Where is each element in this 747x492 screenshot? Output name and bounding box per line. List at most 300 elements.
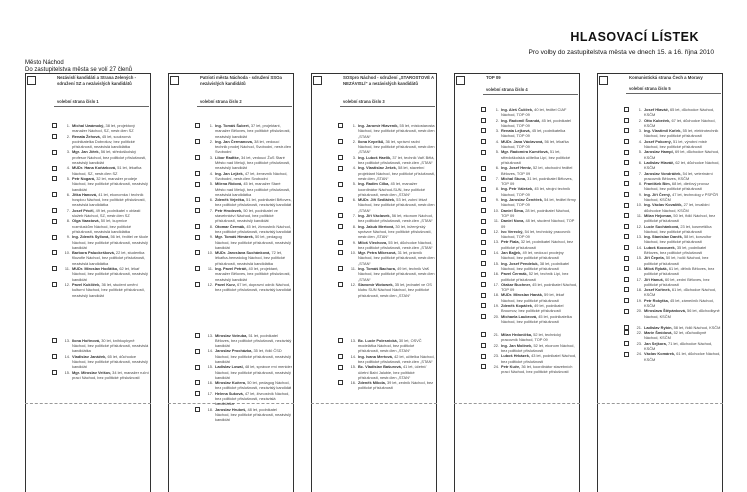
candidate-name: Jiří Hanuš, bbox=[644, 276, 664, 282]
candidate-checkbox[interactable] bbox=[52, 176, 57, 181]
candidate-name: Ing. Jan Molínek, bbox=[501, 342, 533, 348]
candidate-checkbox[interactable] bbox=[52, 354, 57, 359]
candidate-text bbox=[644, 202, 721, 213]
candidate-item bbox=[624, 245, 721, 256]
candidate-description: 45 let, strojní technik Náchod, TOP 09 bbox=[501, 186, 571, 197]
candidate-item bbox=[481, 239, 578, 250]
candidate-name: Daniel Nova, bbox=[501, 218, 525, 224]
candidate-text bbox=[72, 354, 149, 370]
candidate-name: Ing. Zdeněk Syllová, bbox=[72, 234, 110, 240]
candidate-checkbox[interactable] bbox=[195, 365, 200, 370]
candidate-checkbox[interactable] bbox=[195, 155, 200, 160]
candidate-item bbox=[624, 128, 721, 139]
candidate-description: 51 let, výrobní mistr Náchod, bez politické příslušnosti bbox=[644, 138, 707, 150]
candidate-name: Petr Kuče, bbox=[501, 363, 521, 369]
candidate-item bbox=[624, 330, 721, 341]
candidate-item bbox=[624, 181, 721, 192]
party-header-rule bbox=[483, 94, 578, 95]
candidate-number: 5. bbox=[495, 149, 499, 155]
candidate-item bbox=[195, 333, 292, 349]
candidate-description: 43 let, podnikatel Náchod, bez politické příslušnosti bbox=[501, 353, 577, 364]
candidate-checkbox[interactable] bbox=[338, 166, 343, 171]
candidate-number: 7. bbox=[352, 213, 356, 219]
candidate-number: 5. bbox=[638, 149, 642, 155]
candidate-item bbox=[624, 341, 721, 352]
candidate-item bbox=[624, 107, 721, 118]
candidate-checkbox[interactable] bbox=[195, 250, 200, 255]
candidate-number: 3. bbox=[352, 154, 356, 160]
candidate-name: Mgr. Jan Jíěek, bbox=[72, 149, 100, 155]
candidate-checkbox[interactable] bbox=[338, 139, 343, 144]
candidate-checkbox[interactable] bbox=[481, 197, 486, 202]
candidate-checkbox[interactable] bbox=[338, 250, 343, 255]
candidate-description: 55 let, důchodce Náchod, bez politické příslušnosti, nestr.ćlen „STAN“ bbox=[358, 239, 433, 250]
candidate-checkbox[interactable] bbox=[481, 128, 486, 133]
candidate-text bbox=[358, 213, 435, 224]
candidate-checkbox[interactable] bbox=[481, 272, 486, 277]
candidate-checkbox[interactable] bbox=[481, 354, 486, 359]
party-checkbox[interactable] bbox=[599, 76, 608, 85]
candidate-description: 30 let, knihkupkyně Náchod, bez politické příslušnosti, nezávislá kandidátka bbox=[72, 337, 149, 354]
candidate-number: 13. bbox=[350, 337, 356, 343]
candidate-checkbox[interactable] bbox=[624, 213, 629, 218]
candidate-checkbox[interactable] bbox=[195, 123, 200, 128]
candidate-number: 18. bbox=[207, 406, 213, 412]
candidate-checkbox[interactable] bbox=[52, 250, 57, 255]
candidate-checkbox[interactable] bbox=[338, 123, 343, 128]
candidate-description: 34 let, vedoucí ŽuS Staré Město nad Metují, bez politické příslušnosti, nezávislý kandidát bbox=[215, 154, 291, 171]
candidate-checkbox[interactable] bbox=[338, 155, 343, 160]
candidate-name: Ing. Jiří Černý, bbox=[644, 191, 672, 197]
candidate-item bbox=[195, 250, 292, 266]
candidate-item bbox=[195, 181, 292, 197]
candidate-description: 31 let, právník Náchod, bez politické příslušnosti, nestr.ćlen „STAN“ bbox=[358, 250, 435, 266]
issuer-seats-note: Do zastupitelstva města se volí 27 členů bbox=[25, 67, 133, 73]
candidate-number: 1. bbox=[495, 107, 499, 112]
candidate-text bbox=[501, 176, 578, 187]
candidate-checkbox[interactable] bbox=[481, 118, 486, 123]
candidate-checkbox[interactable] bbox=[624, 234, 629, 239]
candidate-text bbox=[501, 107, 578, 118]
party-column bbox=[25, 73, 151, 492]
candidate-number: 17. bbox=[493, 281, 499, 287]
candidate-name: Ing. Petr Válešek, bbox=[501, 186, 534, 192]
candidate-description: 38 let, projektový manažer Náchod, SZ, nestr.ćlen SZ bbox=[72, 123, 135, 134]
candidate-checkbox[interactable] bbox=[481, 240, 486, 245]
candidate-checkbox[interactable] bbox=[481, 343, 486, 348]
candidate-name: Miroslav Votruba, bbox=[215, 332, 248, 338]
candidate-description: 45 let, živnostník Náchod, bez politické příslušnosti, nezávislý kandidát bbox=[215, 223, 292, 234]
candidate-description: 42 let, učitelka Náchod, bez politické příslušnosti, nestr.ćlen „STAN“ bbox=[358, 353, 435, 364]
candidate-item bbox=[338, 250, 435, 266]
candidate-checkbox[interactable] bbox=[481, 332, 486, 337]
candidate-checkbox[interactable] bbox=[338, 282, 343, 287]
candidate-item bbox=[481, 364, 578, 375]
candidate-name: Jan Sejkora, bbox=[644, 340, 667, 346]
candidate-number: 20. bbox=[636, 308, 642, 314]
candidate-description: 35 let, podnikatel Běloves, bez politické příslušnosti bbox=[644, 244, 707, 256]
candidate-checkbox[interactable] bbox=[624, 139, 629, 144]
candidate-name: MUDr. Jaroslava Suchánková, bbox=[215, 250, 271, 256]
candidate-checkbox[interactable] bbox=[195, 266, 200, 271]
candidate-checkbox[interactable] bbox=[481, 139, 486, 144]
candidate-text bbox=[215, 391, 292, 407]
candidate-description: 67 let, dopravní odník Náchod, bez politické příslušnosti, nezávislý kandidát bbox=[215, 281, 292, 293]
candidate-number: 11. bbox=[636, 212, 642, 218]
candidate-description: 71 let, důchodce Náchod, KSČM bbox=[644, 340, 713, 352]
candidate-description: 62 let, lékař Náchod, bez politické příslušnosti, nezávislý kandidát bbox=[72, 266, 148, 282]
candidate-checkbox[interactable] bbox=[338, 266, 343, 271]
candidate-item bbox=[481, 292, 578, 303]
candidate-name: Ing. Ivana Mertová, bbox=[358, 353, 394, 359]
candidate-checkbox[interactable] bbox=[481, 303, 486, 308]
candidate-checkbox[interactable] bbox=[624, 150, 629, 155]
candidate-checkbox[interactable] bbox=[52, 235, 57, 240]
candidate-checkbox[interactable] bbox=[624, 107, 629, 112]
candidate-checkbox[interactable] bbox=[195, 171, 200, 176]
candidate-checkbox[interactable] bbox=[481, 176, 486, 181]
candidate-number: 1. bbox=[209, 123, 213, 128]
candidate-checkbox[interactable] bbox=[195, 407, 200, 412]
candidate-name: Ing. Václav Kovalčík, bbox=[644, 202, 683, 208]
candidate-name: Pavel Kuklíček, bbox=[72, 281, 101, 287]
candidate-description: 32 let, podnikatel Náchod, bez politické příslušnosti bbox=[501, 239, 574, 250]
candidate-name: Renata Žehová, bbox=[72, 133, 101, 139]
candidate-checkbox[interactable] bbox=[624, 256, 629, 261]
candidate-description: 61 let, důchodce Náchod, KSČM bbox=[644, 287, 717, 298]
candidate-checkbox[interactable] bbox=[624, 224, 629, 229]
candidate-description: 38 let, vedoucí technik prodej Náchod, Svobodní, nestr.ćlen Svobodní bbox=[215, 138, 292, 155]
candidate-checkbox[interactable] bbox=[624, 128, 629, 133]
candidate-description: 45 let, manažer Staré Město nad Metují, bez politické příslušnosti, nezávislá kandidátka bbox=[215, 181, 291, 197]
candidate-checkbox[interactable] bbox=[624, 341, 629, 346]
candidate-number: 17. bbox=[207, 390, 213, 396]
party-checkbox[interactable] bbox=[313, 76, 322, 85]
candidate-text bbox=[501, 128, 578, 139]
candidate-text bbox=[501, 353, 578, 364]
candidate-checkbox[interactable] bbox=[624, 325, 629, 330]
candidate-name: Ing. Jakub Mertová, bbox=[358, 223, 395, 229]
candidate-description: 50 let, kuprnice rozmluskům Náchod, bez politické příslušnosti, nezávislá kandidátka bbox=[72, 218, 132, 234]
candidate-description: 47 let, ženeznik Náchod, Svobodní, nestr.ćlen Svobodní bbox=[215, 170, 288, 181]
candidate-description: 38 let, podnikatel Náchod, bez politické příslušnosti bbox=[501, 260, 570, 271]
candidate-checkbox[interactable] bbox=[624, 203, 629, 208]
candidate-checkbox[interactable] bbox=[52, 166, 57, 171]
candidate-item bbox=[338, 364, 435, 380]
candidate-text bbox=[72, 370, 149, 381]
candidate-name: Vladislav Janáček, bbox=[72, 353, 107, 359]
candidate-item bbox=[481, 176, 578, 187]
ballot-title: HLASOVACÍ LÍSTEK bbox=[570, 30, 699, 44]
candidate-checkbox[interactable] bbox=[195, 380, 200, 385]
candidate-checkbox[interactable] bbox=[52, 338, 57, 343]
candidate-number: 12. bbox=[493, 228, 499, 234]
candidate-checkbox[interactable] bbox=[624, 266, 629, 271]
candidate-name: Miroslav Kučera, bbox=[215, 380, 247, 386]
candidate-checkbox[interactable] bbox=[195, 139, 200, 144]
candidate-text bbox=[501, 229, 578, 240]
candidate-description: 50 let, podnikatel ve stavebnictví Náchod, bez politické příslušnosti, nezávislý kandidát bbox=[215, 207, 278, 224]
candidate-item bbox=[624, 192, 721, 203]
candidate-number: 12. bbox=[636, 223, 642, 229]
candidate-name: Marie Šmídová, bbox=[644, 330, 673, 336]
party-column bbox=[311, 73, 437, 492]
candidate-checkbox[interactable] bbox=[338, 240, 343, 245]
candidate-name: Lucie Suchánková, bbox=[644, 223, 680, 229]
candidate-item bbox=[624, 213, 721, 224]
candidate-name: Václav Komárek, bbox=[644, 351, 676, 357]
candidate-item bbox=[481, 314, 578, 325]
party-checkbox[interactable] bbox=[456, 76, 465, 85]
candidate-description: 27 let, invalidní důchodce Náchod, KSČM bbox=[644, 202, 710, 213]
candidate-description: 50 let, řidič Náchod, bez politické příslušnosti bbox=[644, 212, 716, 224]
candidate-number: 2. bbox=[352, 138, 356, 144]
candidate-checkbox[interactable] bbox=[52, 134, 57, 139]
candidate-description: 68 let, dieťový provoz Náchod, bez politické příslušnosti bbox=[644, 181, 710, 192]
candidate-number: 11. bbox=[493, 218, 499, 224]
candidate-text bbox=[644, 213, 721, 224]
candidate-checkbox[interactable] bbox=[481, 229, 486, 234]
candidate-number: 9. bbox=[352, 239, 356, 245]
candidate-text bbox=[358, 354, 435, 365]
candidate-checkbox[interactable] bbox=[481, 107, 486, 112]
candidate-number: 6. bbox=[66, 191, 70, 197]
candidate-number: 14. bbox=[493, 250, 499, 256]
party-number: volební strana číslo 1 bbox=[57, 99, 99, 104]
candidate-checkbox[interactable] bbox=[624, 181, 629, 186]
candidate-item bbox=[195, 364, 292, 380]
candidate-checkbox[interactable] bbox=[624, 245, 629, 250]
candidate-description: 54 let, veterinární pracovník Běloves, KSČM bbox=[644, 170, 713, 181]
candidate-text bbox=[501, 239, 578, 250]
candidate-name: Pavel Čermák, bbox=[501, 271, 528, 277]
candidate-text bbox=[501, 149, 578, 165]
candidate-description: 60 let, zední Běloves, bez politické příslušnosti bbox=[644, 276, 710, 287]
candidate-checkbox[interactable] bbox=[481, 187, 486, 192]
candidate-number: 24. bbox=[636, 351, 642, 357]
candidate-item bbox=[52, 250, 149, 266]
candidate-text bbox=[644, 287, 721, 298]
candidate-text bbox=[644, 139, 721, 150]
candidate-checkbox[interactable] bbox=[52, 219, 57, 224]
candidate-text bbox=[644, 351, 721, 362]
candidate-number: 1. bbox=[66, 123, 70, 128]
candidate-name: Luboš Kocourek, bbox=[644, 244, 676, 250]
candidate-checkbox[interactable] bbox=[52, 370, 57, 375]
candidate-checkbox[interactable] bbox=[52, 150, 57, 155]
candidate-checkbox[interactable] bbox=[195, 333, 200, 338]
candidate-name: Daniel Šíma, bbox=[501, 207, 525, 213]
candidate-description: 54 let, ředitel firmy Náchod, TOP 09 bbox=[501, 197, 576, 208]
candidate-description: 41 let, ekonomka / technik hospiou Náchod, bez politické příslušnosti, nezávislá kandidátka bbox=[72, 191, 146, 208]
candidate-list bbox=[195, 123, 292, 492]
party-columns bbox=[25, 73, 725, 492]
candidate-number: 5. bbox=[209, 181, 213, 187]
candidate-checkbox[interactable] bbox=[624, 192, 629, 197]
candidate-item bbox=[481, 271, 578, 282]
candidate-name: Ladislav Lowal, bbox=[215, 364, 244, 370]
candidate-checkbox[interactable] bbox=[195, 182, 200, 187]
party-name: Nezávislí kandidáti a Strana Zelených - sdružení SZ a nezávislých kandidátů bbox=[57, 75, 137, 87]
candidate-checkbox[interactable] bbox=[624, 309, 629, 314]
candidate-checkbox[interactable] bbox=[481, 282, 486, 287]
candidate-number: 11. bbox=[64, 266, 70, 272]
candidate-name: Ing. Jan Lejžek, bbox=[215, 170, 244, 176]
candidate-number: 19. bbox=[636, 297, 642, 303]
candidate-checkbox[interactable] bbox=[338, 365, 343, 370]
candidate-checkbox[interactable] bbox=[338, 213, 343, 218]
candidate-checkbox[interactable] bbox=[195, 235, 200, 240]
candidate-checkbox[interactable] bbox=[338, 224, 343, 229]
candidate-text bbox=[215, 123, 292, 139]
candidate-number: 4. bbox=[209, 170, 213, 176]
candidate-item bbox=[195, 380, 292, 391]
candidate-name: Josef Hlaváč, bbox=[644, 107, 669, 112]
candidate-item bbox=[338, 139, 435, 155]
party-checkbox[interactable] bbox=[170, 76, 179, 85]
candidate-checkbox[interactable] bbox=[624, 118, 629, 123]
candidate-checkbox[interactable] bbox=[481, 208, 486, 213]
candidate-text bbox=[215, 155, 292, 171]
candidate-item bbox=[195, 139, 292, 155]
candidate-checkbox[interactable] bbox=[52, 192, 57, 197]
candidate-text bbox=[72, 134, 149, 150]
candidate-checkbox[interactable] bbox=[481, 250, 486, 255]
candidate-item bbox=[624, 202, 721, 213]
candidate-checkbox[interactable] bbox=[52, 208, 57, 213]
candidate-item bbox=[624, 160, 721, 171]
party-column bbox=[454, 73, 580, 492]
candidate-checkbox[interactable] bbox=[624, 160, 629, 165]
candidate-checkbox[interactable] bbox=[338, 354, 343, 359]
candidate-description: 56 let, středoškolský profesor Náchod, bez politické příslušnosti, nezávislý kandidát bbox=[72, 149, 147, 166]
candidate-item bbox=[624, 224, 721, 235]
candidate-checkbox[interactable] bbox=[624, 171, 629, 176]
candidate-text bbox=[644, 118, 721, 129]
candidate-name: Zdeněk Veječka, bbox=[215, 197, 246, 203]
candidate-description: 30 let, inženýrský správce Náchod, bez politické příslušnosti, nestr.ćlen „STAN“ bbox=[358, 223, 432, 240]
candidate-checkbox[interactable] bbox=[624, 298, 629, 303]
candidate-checkbox[interactable] bbox=[195, 349, 200, 354]
candidate-checkbox[interactable] bbox=[624, 277, 629, 282]
candidate-description: 69 let, důchodce Náchod, KSČM bbox=[644, 149, 720, 160]
candidate-name: Libor Radtke, bbox=[215, 154, 240, 160]
candidate-checkbox[interactable] bbox=[481, 150, 486, 155]
candidate-name: Jiří Čepela, bbox=[644, 255, 665, 261]
candidate-checkbox[interactable] bbox=[481, 261, 486, 266]
candidate-checkbox[interactable] bbox=[195, 224, 200, 229]
candidate-checkbox[interactable] bbox=[338, 338, 343, 343]
candidate-number: 22. bbox=[636, 330, 642, 336]
candidate-name: Ing. Vlastimil Koťek, bbox=[644, 128, 682, 134]
candidate-checkbox[interactable] bbox=[481, 219, 486, 224]
party-name: SOSpro Náchod - sdružení „STAROSTOVÉ A NEZÁVISLÍ“ a nezávislých kandidátů bbox=[343, 75, 434, 87]
candidate-number: 8. bbox=[638, 181, 642, 187]
candidate-description: 50 let, pedagog Náchod, bez politické příslušnosti, nezávislý kandidát bbox=[215, 234, 291, 250]
candidate-number: 3. bbox=[66, 149, 70, 155]
candidate-text bbox=[215, 234, 292, 250]
candidate-text bbox=[72, 165, 149, 176]
candidate-number: 2. bbox=[495, 117, 499, 123]
candidate-description: 23 let, kosmetička Náchod, bez politické příslušnosti bbox=[644, 223, 712, 234]
candidate-name: Otomar Čermák, bbox=[215, 223, 246, 229]
candidate-checkbox[interactable] bbox=[624, 352, 629, 357]
candidate-text bbox=[644, 308, 721, 319]
candidate-description: 51 let, podnikatel Běloves, bez politické příslušnosti, nezávislý kandidát bbox=[215, 332, 292, 349]
party-header-rule bbox=[54, 106, 149, 107]
candidate-description: 67 let, důchodce Náchod, KSČM bbox=[644, 117, 716, 128]
candidate-name: Zdeněk Mikola, bbox=[358, 380, 386, 386]
candidate-item bbox=[624, 255, 721, 266]
candidate-name: Jaroslav Hrubeš, bbox=[215, 406, 247, 412]
candidate-checkbox[interactable] bbox=[624, 287, 629, 292]
candidate-description: 52 let, technik Lipí, bez politické příslušnosti bbox=[501, 271, 569, 282]
candidate-checkbox[interactable] bbox=[338, 380, 343, 385]
candidate-checkbox[interactable] bbox=[624, 330, 629, 335]
candidate-text bbox=[215, 282, 292, 293]
candidate-description: 58 let, řidič Náchod, KSČM bbox=[673, 324, 721, 330]
candidate-description: 49 let, vedoucí prodejny Náchod, bez politické příslušnosti bbox=[501, 250, 564, 261]
party-checkbox[interactable] bbox=[27, 76, 36, 85]
candidate-checkbox[interactable] bbox=[338, 197, 343, 202]
party-header-rule bbox=[626, 93, 721, 94]
candidate-item bbox=[52, 176, 149, 192]
party-name: TOP 09 bbox=[486, 75, 501, 80]
candidate-text bbox=[644, 298, 721, 309]
candidate-checkbox[interactable] bbox=[52, 282, 57, 287]
candidate-checkbox[interactable] bbox=[481, 293, 486, 298]
candidate-description: 45 let, podnikatelka Náchod, bez politické příslušnosti bbox=[501, 313, 572, 324]
candidate-checkbox[interactable] bbox=[195, 208, 200, 213]
candidate-list bbox=[52, 123, 149, 492]
candidate-checkbox[interactable] bbox=[195, 197, 200, 202]
candidate-number: 7. bbox=[209, 207, 213, 213]
candidate-number: 10. bbox=[350, 250, 356, 256]
candidate-checkbox[interactable] bbox=[481, 166, 486, 171]
candidate-number: 3. bbox=[209, 154, 213, 160]
candidate-checkbox[interactable] bbox=[481, 314, 486, 319]
candidate-name: MUDr. Jana Václavová, bbox=[501, 138, 544, 144]
candidate-text bbox=[358, 266, 435, 282]
candidate-number: 12. bbox=[350, 281, 356, 287]
candidate-description: 34 let, manažer ruční prací Náchod, bez politické příslušnosti bbox=[72, 369, 149, 380]
candidate-name: Ivo Verecký, bbox=[501, 228, 524, 234]
candidate-number: 8. bbox=[66, 218, 70, 224]
candidate-number: 16. bbox=[493, 271, 499, 277]
candidate-text bbox=[72, 338, 149, 354]
candidate-item bbox=[481, 186, 578, 197]
candidate-checkbox[interactable] bbox=[481, 364, 486, 369]
candidate-checkbox[interactable] bbox=[195, 391, 200, 396]
candidate-checkbox[interactable] bbox=[52, 123, 57, 128]
candidate-item bbox=[52, 192, 149, 208]
candidate-text bbox=[72, 192, 149, 208]
candidate-number: 8. bbox=[352, 223, 356, 229]
candidate-description: 51 let, středoškolská učitelka Lipí, bez politické příslušnosti bbox=[501, 149, 570, 165]
candidate-checkbox[interactable] bbox=[195, 282, 200, 287]
candidate-text bbox=[501, 332, 578, 343]
candidate-checkbox[interactable] bbox=[52, 266, 57, 271]
candidate-name: Mgr. Petra Mikesová, bbox=[358, 250, 397, 256]
candidate-number: 20. bbox=[493, 313, 499, 319]
candidate-checkbox[interactable] bbox=[338, 182, 343, 187]
candidate-name: Jitka Hanová, bbox=[72, 191, 98, 197]
candidate-text bbox=[644, 128, 721, 139]
candidate-name: Ing. Radim Cílka, bbox=[358, 181, 390, 187]
candidate-item bbox=[338, 266, 435, 282]
candidate-item bbox=[338, 123, 435, 139]
candidate-text bbox=[358, 240, 435, 251]
